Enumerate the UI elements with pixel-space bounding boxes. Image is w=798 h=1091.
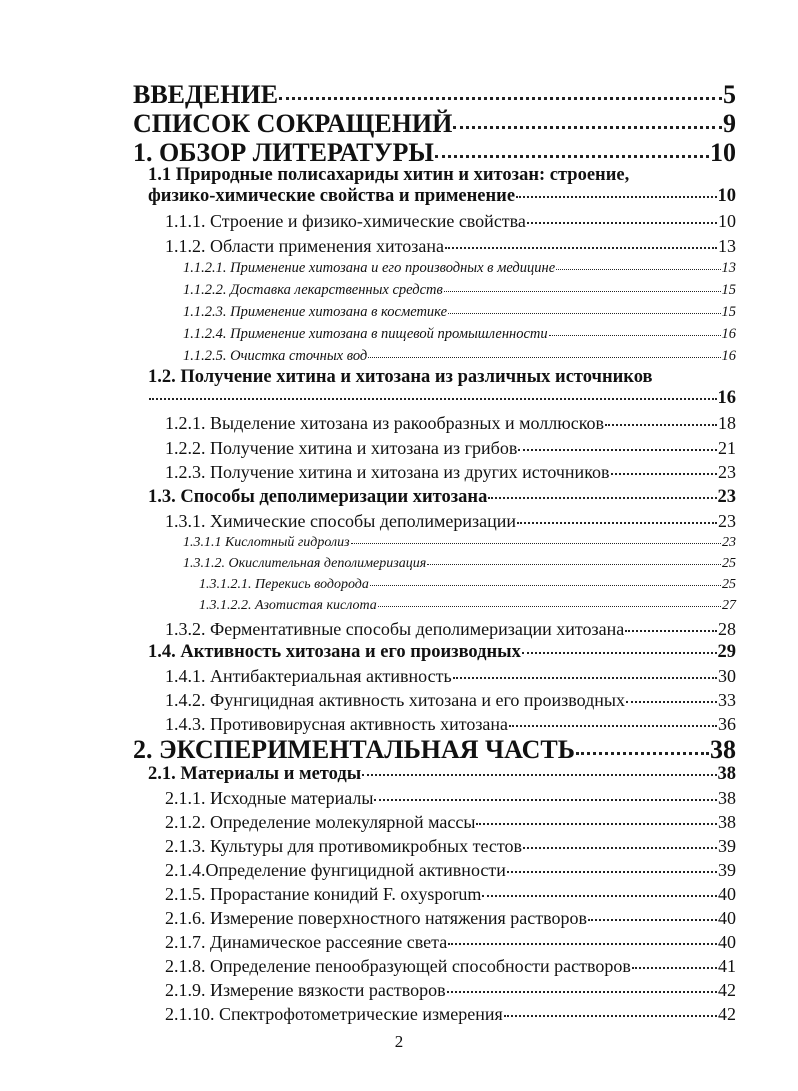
toc-entry-1-1-2-3: 1.1.2.3. Применение хитозана в косметике 15 bbox=[183, 304, 736, 320]
toc-entry-1-4-2: 1.4.2. Фунгицидная активность хитозана и его производных 33 bbox=[165, 690, 736, 710]
toc-entry-1-1-1: 1.1.1. Строение и физико-химические свойства 10 bbox=[165, 211, 736, 231]
toc-entry-1-4: 1.4. Активность хитозана и его производных 29 bbox=[148, 642, 736, 662]
toc-entry-2-1-10: 2.1.10. Спектрофотометрические измерения 42 bbox=[165, 1004, 736, 1024]
toc-entry-chapter-1: 1. ОБЗОР ЛИТЕРАТУРЫ 10 bbox=[133, 138, 736, 167]
toc-entry-1-3-1-2-1: 1.3.1.2.1. Перекись водорода 25 bbox=[199, 577, 736, 592]
toc-entry-1-1-2-5: 1.1.2.5. Очистка сточных вод 16 bbox=[183, 348, 736, 364]
toc-entry-1-3-1-2-2: 1.3.1.2.2. Азотистая кислота 27 bbox=[199, 598, 736, 613]
toc-entry-1-1-2: 1.1.2. Области применения хитозана 13 bbox=[165, 236, 736, 256]
toc-entry-1-3-1-1: 1.3.1.1 Кислотный гидролиз 23 bbox=[183, 535, 736, 550]
toc-entry-2-1: 2.1. Материалы и методы 38 bbox=[148, 764, 736, 784]
toc-entry-1-2-2: 1.2.2. Получение хитина и хитозана из грибов 21 bbox=[165, 438, 736, 458]
toc-entry-2-1-1: 2.1.1. Исходные материалы 38 bbox=[165, 788, 736, 808]
toc-entry-2-1-3: 2.1.3. Культуры для противомикробных тестов 39 bbox=[165, 836, 736, 856]
page-number: 2 bbox=[394, 1032, 404, 1051]
toc-entry-2-1-4: 2.1.4.Определение фунгицидной активности 39 bbox=[165, 860, 736, 880]
toc-entry-1-3-1-2: 1.3.1.2. Окислительная деполимеризация 25 bbox=[183, 556, 736, 571]
toc-entry-1-1: физико-химические свойства и применение 10 bbox=[148, 186, 736, 206]
toc-entry-chapter-2: 2. ЭКСПЕРИМЕНТАЛЬНАЯ ЧАСТЬ 38 bbox=[133, 735, 736, 764]
toc-entry-1-2: 16 bbox=[148, 389, 736, 408]
toc-entry-introduction: ВВЕДЕНИЕ 5 bbox=[133, 80, 736, 109]
toc-entry-1-1-2-4: 1.1.2.4. Применение хитозана в пищевой промышленности 16 bbox=[183, 326, 736, 342]
toc-entry-1-3-1: 1.3.1. Химические способы деполимеризации 23 bbox=[165, 511, 736, 531]
toc-entry-1-1-2-2: 1.1.2.2. Доставка лекарственных средств 15 bbox=[183, 282, 736, 298]
toc-entry-1-2-1: 1.2.1. Выделение хитозана из ракообразных и моллюсков 18 bbox=[165, 413, 736, 433]
toc-entry-2-1-2: 2.1.2. Определение молекулярной массы 38 bbox=[165, 812, 736, 832]
toc-entry-1-1-2-1: 1.1.2.1. Применение хитозана и его производных в медицине 13 bbox=[183, 260, 736, 276]
toc-entry-1-2-3: 1.2.3. Получение хитина и хитозана из других источников 23 bbox=[165, 462, 736, 482]
toc-entry-1-3-2: 1.3.2. Ферментативные способы деполимеризации хитозана 28 bbox=[165, 619, 736, 639]
toc-entry-2-1-9: 2.1.9. Измерение вязкости растворов 42 bbox=[165, 980, 736, 1000]
toc-entry-2-1-6: 2.1.6. Измерение поверхностного натяжения растворов 40 bbox=[165, 908, 736, 928]
toc-entry-1-2-line1: 1.2. Получение хитина и хитозана из различных источников bbox=[148, 367, 653, 387]
toc-entry-2-1-8: 2.1.8. Определение пенообразующей способности растворов 41 bbox=[165, 956, 736, 976]
toc-entry-1-1-line1: 1.1 Природные полисахариды хитин и хитозан: строение, bbox=[148, 165, 630, 185]
toc-entry-1-4-1: 1.4.1. Антибактериальная активность 30 bbox=[165, 666, 736, 686]
toc-entry-2-1-5: 2.1.5. Прорастание конидий F. oxysporum 40 bbox=[165, 884, 736, 904]
toc-entry-1-3: 1.3. Способы деполимеризации хитозана 23 bbox=[148, 487, 736, 507]
toc-entry-1-4-3: 1.4.3. Противовирусная активность хитозана 36 bbox=[165, 714, 736, 734]
toc-entry-abbreviations: СПИСОК СОКРАЩЕНИЙ 9 bbox=[133, 109, 736, 138]
toc-entry-2-1-7: 2.1.7. Динамическое рассеяние света 40 bbox=[165, 932, 736, 952]
